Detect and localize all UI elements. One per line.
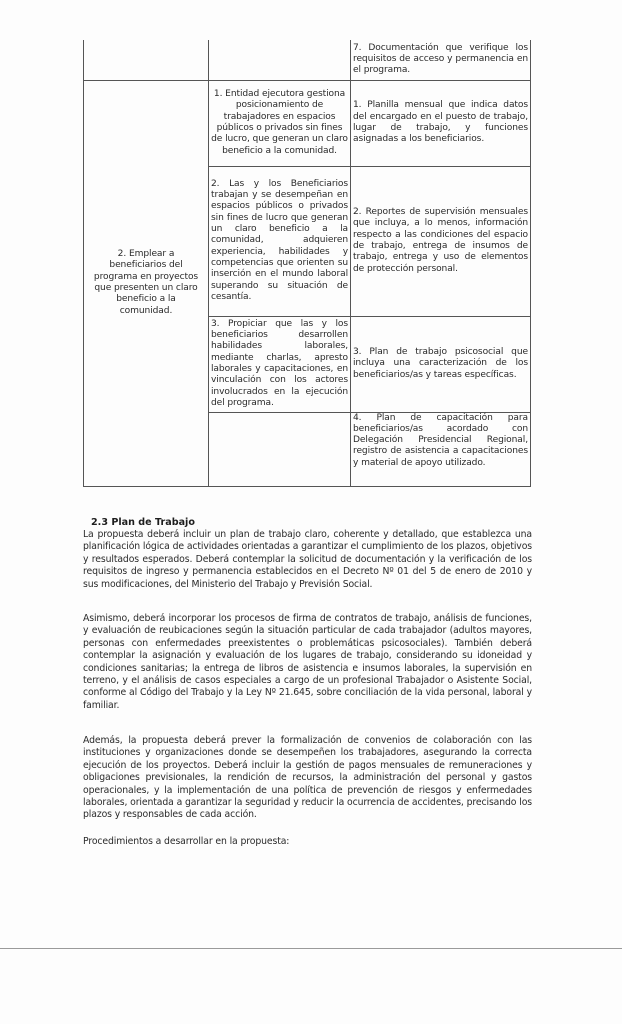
table-cell-activity: 1. Entidad ejecutora gestiona posicionamiento de trabajadores en espacios públicos o privados sin fines de lucro, que generan un claro beneficio a la comunidad. (209, 80, 351, 166)
table-row (84, 40, 531, 80)
table-cell-activity (209, 40, 351, 80)
table-row (84, 80, 531, 166)
paragraph: Asimismo, deberá incorporar los procesos de firma de contratos de trabajo, análisis de funciones, y evaluación de reubicaciones según la situación particular de cada trabajador (adultos mayores, personas con enfermedades preexistentes o problemáticas psicosociales). También deberá contemplar la asignación y evaluación de los lugares de trabajo, considerando su idoneidad y condiciones sanitarias; la entrega de libros de asistencia e insumos laborales, la supervisión en terreno, y el análisis de casos especiales a cargo de un profesional Trabajador o Asistente Social, conforme al Código del Trabajo y la Ley Nº 21.645, sobre conciliación de la vida personal, laboral y familiar. (83, 613, 532, 711)
table-cell-activity: 3. Propiciar que las y los beneficiarios desarrollen habilidades laborales, mediante charlas, apresto laborales y capacitaciones, en vinculación con los actores involucrados en la ejecución del programa. (209, 316, 351, 412)
table-cell-activity (209, 412, 351, 486)
paragraph: Procedimientos a desarrollar en la propuesta: (83, 836, 290, 847)
page-bottom-rule (0, 948, 622, 949)
table-cell-objective: 2. Emplear a beneficiarios del programa en proyectos que presenten un claro beneficio a la comunidad. (84, 80, 209, 486)
table-cell-verification: 2. Reportes de supervisión mensuales que incluya, a lo menos, información respecto a las condiciones del espacio de trabajo, entrega de insumos de trabajo, entrega y uso de elementos de protección personal. (351, 166, 531, 316)
table-cell-verification: 1. Planilla mensual que indica datos del encargado en el puesto de trabajo, lugar de trabajo, y funciones asignadas a los beneficiarios. (351, 80, 531, 166)
paragraph: Además, la propuesta deberá prever la formalización de convenios de colaboración con las instituciones y organizaciones donde se desempeñen los trabajadores, asegurando la correcta ejecución de los proyectos. Deberá incluir la gestión de pagos mensuales de remuneraciones y obligaciones previsionales, la rendición de recursos, la administración del personal y gastos operacionales, y la implementación de una política de prevención de riesgos y enfermedades laborales, orientada a garantizar la seguridad y reducir la ocurrencia de accidentes, precisando los plazos y responsables de cada acción. (83, 735, 532, 821)
table-cell-verification: 3. Plan de trabajo psicosocial que incluya una caracterización de los beneficiarios/as y tareas específicas. (351, 316, 531, 412)
table-cell-activity: 2. Las y los Beneficiarios trabajan y se desempeñan en espacios públicos o privados sin fines de lucro que generan un claro beneficio a la comunidad, adquieren experiencia, habilidades y competencias que orienten su inserción en el mundo laboral superando su situación de cesantía. (209, 166, 351, 316)
table-cell-objective (84, 40, 209, 80)
table-cell-verification: 4. Plan de capacitación para beneficiarios/as acordado con Delegación Presidencial Regional, registro de asistencia a capacitaciones y material de apoyo utilizado. (351, 412, 531, 486)
paragraph: La propuesta deberá incluir un plan de trabajo claro, coherente y detallado, que establezca una planificación lógica de actividades orientadas a garantizar el cumplimiento de los plazos, objetivos y resultados esperados. Deberá contemplar la solicitud de documentación y la verificación de los requisitos de ingreso y permanencia establecidos en el Decreto Nº 01 del 5 de enero de 2010 y sus modificaciones, del Ministerio del Trabajo y Previsión Social. (83, 529, 532, 590)
objectives-table (83, 40, 531, 487)
table-cell-verification: 7. Documentación que verifique los requisitos de acceso y permanencia en el programa. (351, 40, 531, 80)
section-heading: 2.3 Plan de Trabajo (91, 517, 195, 528)
